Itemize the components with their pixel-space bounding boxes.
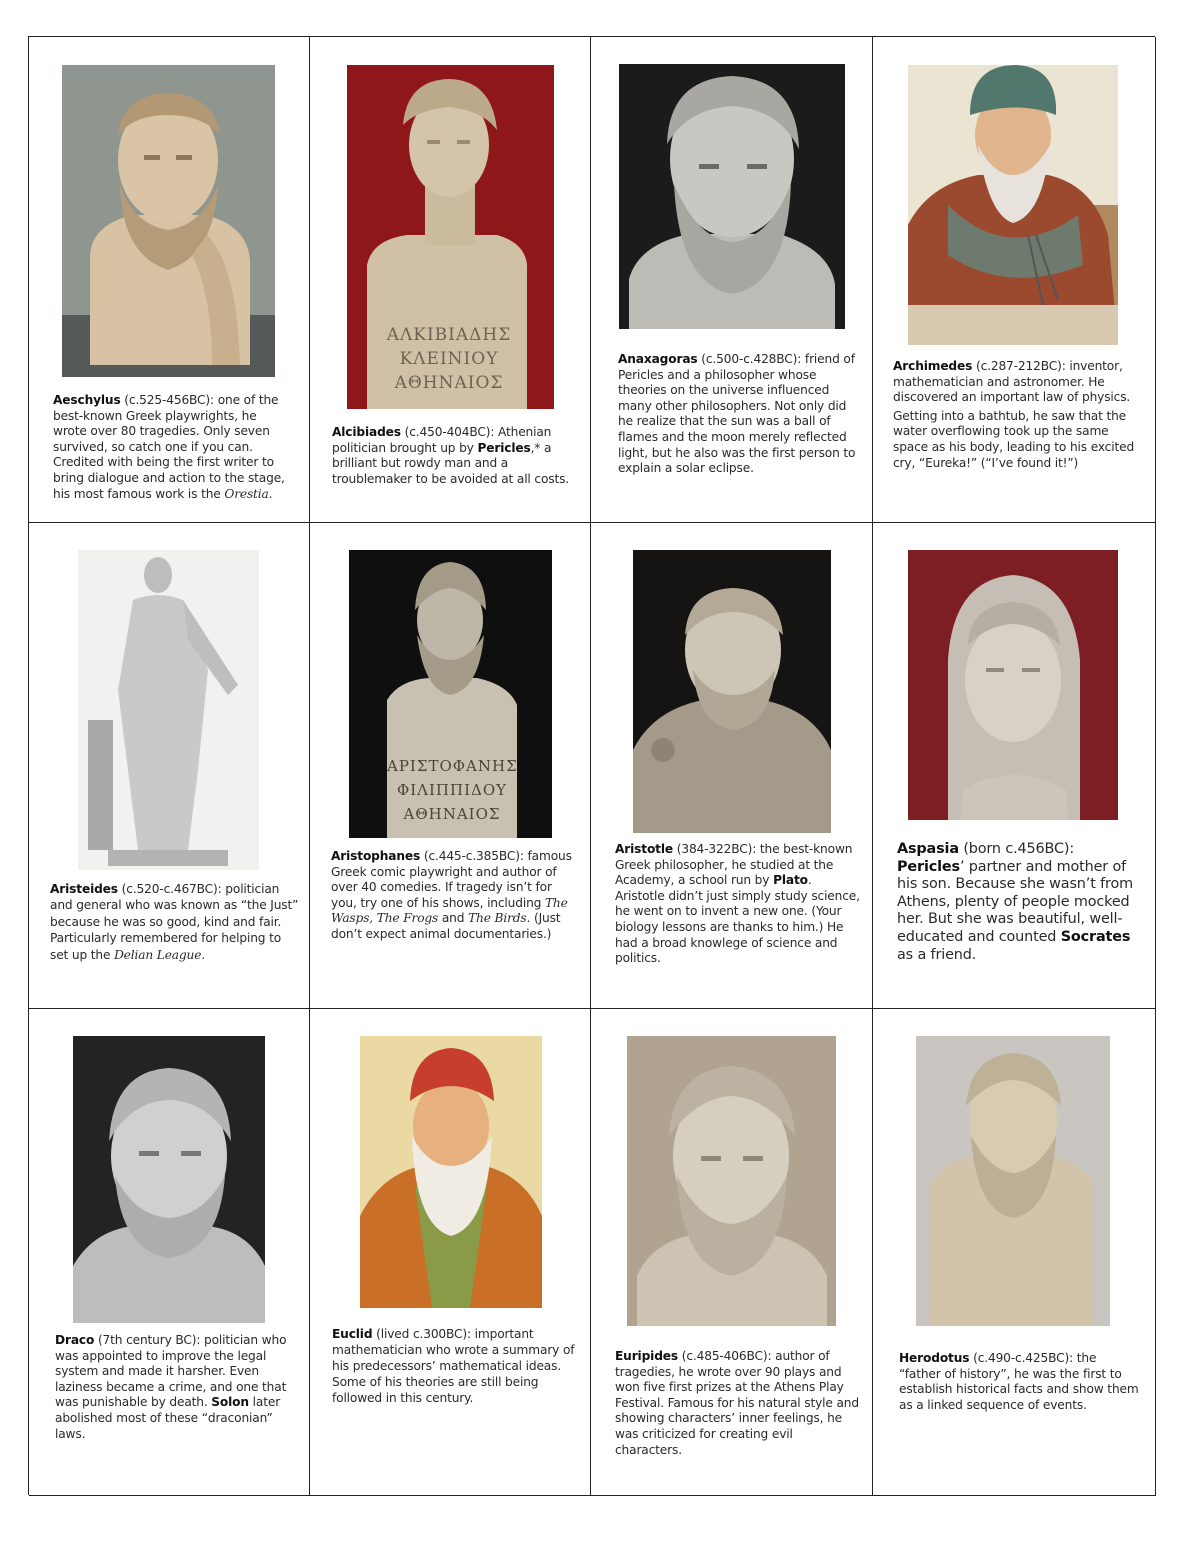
- person-description: : friend of Pericles and a philosopher whose theories on the universe influenced many other philosophers. Not only did he realize that the sun was a ball of flames and the moon merely reflected light, but he also was the first person to explain a solar eclipse.: [618, 352, 856, 476]
- person-name: Aristotle: [615, 842, 673, 856]
- person-name: Aspasia: [897, 841, 959, 857]
- card-caption: [332, 1326, 577, 1406]
- bust-icon: [619, 64, 845, 329]
- cross-reference: Socrates: [1060, 928, 1131, 945]
- inscription-line: ΑΛΚΙΒΙΑΔΗΣ: [386, 325, 512, 345]
- card-euclid: [310, 1009, 591, 1496]
- card-alcibiades: [310, 37, 591, 523]
- person-dates: (c.500-c.428BC): [701, 352, 798, 366]
- inscription-line: ΑΘΗΝΑΙΟΣ: [394, 373, 504, 393]
- person-description: : politician and general who was known as “the Just” because he was so good, kind and fair. Particularly remembered for helping to set up the: [50, 882, 299, 962]
- cross-reference: Plato: [773, 873, 808, 888]
- person-name: Aristeides: [50, 882, 118, 896]
- person-dates: (7th century BC): [97, 1333, 197, 1347]
- bust-icon: [627, 1036, 836, 1326]
- person-name: Draco: [55, 1333, 95, 1347]
- card-herodotus: [873, 1009, 1156, 1496]
- card-caption: [331, 849, 576, 943]
- statue-icon: [78, 550, 259, 870]
- inscription-line: ΑΡΙΣΤΟΦΑΝΗΣ: [387, 757, 518, 775]
- card-caption: [897, 841, 1145, 964]
- person-description: : famous Greek comic playwright and author of over 40 comedies. If tragedy isn’t for you, try one of his shows, including: [331, 849, 572, 910]
- person-name: Herodotus: [899, 1351, 970, 1365]
- bust-icon: [349, 550, 552, 838]
- person-dates: (c.485-406BC): [681, 1349, 768, 1363]
- person-name: Euclid: [332, 1327, 373, 1341]
- card-caption: [50, 881, 300, 963]
- bust-icon: [73, 1036, 265, 1323]
- bust-icon: [62, 65, 275, 377]
- person-description-continued: as a friend.: [897, 946, 977, 963]
- person-dates: (384-322BC): [676, 842, 753, 856]
- card-grid: [28, 36, 1155, 1495]
- card-aristotle: [591, 523, 873, 1009]
- person-dates: (c.525-456BC): [124, 393, 211, 407]
- person-description: : Athenian politician brought up by: [332, 425, 552, 455]
- inscription: [369, 323, 529, 395]
- work-title: Orestia: [224, 486, 269, 501]
- person-dates: (c.520-c.467BC): [121, 882, 218, 896]
- card-anaxagoras: [591, 37, 873, 523]
- person-description-continued: later abolished most of these “draconian” laws.: [55, 1395, 281, 1441]
- person-description: : politician who was appointed to improve the legal system and made it harsher. Even laziness became a crime, and one that was punishable by death.: [55, 1333, 287, 1410]
- card-aspasia: [873, 523, 1156, 1009]
- card-caption: [53, 393, 293, 502]
- person-name: Euripides: [615, 1349, 678, 1363]
- person-dates: (lived c.300BC): [376, 1327, 467, 1341]
- inscription: [387, 754, 517, 826]
- card-caption: [615, 1349, 860, 1458]
- punctuation: .: [268, 486, 273, 501]
- cross-reference: Pericles: [477, 440, 531, 455]
- person-description: : author of tragedies, he wrote over 90 plays and won five first prizes at the Athens Play Festival. Famous for his natural style and showing characters’ inner feelings, he was criticized for creating evil characters.: [615, 1349, 859, 1457]
- work-title: The Wasps, The Frogs: [331, 895, 568, 926]
- card-caption: [332, 425, 577, 487]
- person-anecdote: Getting into a bathtub, he saw that the water overflowing took up the same space as his body, leading to his excited cry, “Eureka!” (“I’ve found it!”): [893, 408, 1135, 470]
- punctuation: .: [201, 947, 206, 962]
- person-name: Aeschylus: [53, 393, 121, 407]
- person-name: Aristophanes: [331, 849, 421, 863]
- work-title: The Birds: [468, 911, 527, 926]
- inscription-line: ΚΛΕΙΝΙΟΥ: [399, 349, 499, 369]
- bust-icon: [347, 65, 554, 409]
- work-title: Delian League: [114, 947, 202, 962]
- bust-icon: [633, 550, 831, 833]
- card-aeschylus: [29, 37, 310, 523]
- card-caption: [618, 352, 858, 477]
- person-dates: (born c.456BC): [963, 841, 1070, 857]
- card-aristeides: [29, 523, 310, 1009]
- person-description-continued: . Aristotle didn’t just simply study science, he went on to invent a new one. (Your biology lessons are thanks to him.) He had a broad knowlege of science and politics.: [615, 873, 860, 966]
- person-name: Anaxagoras: [618, 352, 698, 366]
- inscription-line: ΑΘΗΝΑΙΟΣ: [403, 805, 501, 823]
- card-caption: [55, 1333, 295, 1442]
- person-dates: (c.490-c.425BC): [973, 1351, 1070, 1365]
- cross-reference: Pericles: [897, 858, 960, 875]
- person-description: : the “father of history”, he was the first to establish historical facts and show them as a linked sequence of events.: [899, 1351, 1139, 1412]
- separator: :: [1069, 841, 1075, 857]
- conjunction: and: [438, 911, 469, 926]
- cross-reference: Solon: [211, 1395, 249, 1410]
- card-draco: [29, 1009, 310, 1496]
- bust-icon: [908, 550, 1118, 820]
- inscription-line: ΦΙΛΙΠΠΙΔΟΥ: [396, 781, 508, 799]
- person-dates: (c.450-404BC): [404, 425, 491, 439]
- person-description: : one of the best-known Greek playwrights, he wrote over 80 tragedies. Only seven survived, so catch one if you can. Credited with being the first writer to bring dialogue and action to the stage, his most famous work is the: [53, 393, 285, 501]
- person-description: : inventor, mathematician and astronomer. He discovered an important law of physics.: [893, 359, 1131, 405]
- card-caption: [893, 359, 1143, 471]
- card-euripides: [591, 1009, 873, 1496]
- person-description-continued: ,* a brilliant but rowdy man and a troublemaker to be avoided at all costs.: [332, 440, 569, 486]
- person-dates: (c.445-c.385BC): [423, 849, 520, 863]
- card-caption: [615, 842, 860, 967]
- person-description-continued: . (Just don’t expect animal documentaries.): [331, 911, 561, 941]
- person-description: : the best-known Greek philosopher, he studied at the Academy, a school run by: [615, 842, 853, 888]
- person-name: Archimedes: [893, 359, 973, 373]
- bust-icon: [916, 1036, 1110, 1326]
- painting-icon: [908, 65, 1118, 345]
- person-description: ’ partner and mother of his son. Because she wasn’t from Athens, plenty of people mocked her. But she was beautiful, well-educated and counted: [897, 858, 1133, 945]
- card-aristophanes: [310, 523, 591, 1009]
- person-dates: (c.287-212BC): [975, 359, 1062, 373]
- person-name: Alcibiades: [332, 425, 401, 439]
- card-archimedes: [873, 37, 1156, 523]
- card-caption: [899, 1351, 1139, 1413]
- painting-icon: [360, 1036, 542, 1308]
- person-description: : important mathematician who wrote a summary of his predecessors’ mathematical ideas. Some of his theories are still being followed in this century.: [332, 1327, 575, 1405]
